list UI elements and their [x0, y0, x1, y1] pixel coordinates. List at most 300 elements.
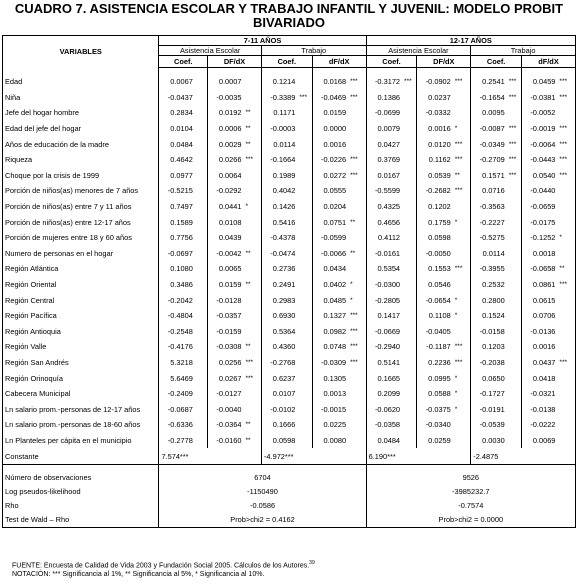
significance-mark: ***: [348, 168, 366, 184]
significance-mark: **: [243, 417, 261, 433]
cell-value: 0.5354: [377, 264, 401, 274]
cell-value: -0.3563: [479, 202, 505, 212]
row-label: Jefe del hogar hombre: [3, 105, 159, 121]
significance-mark: [453, 246, 471, 262]
cell-value: 0.0267: [218, 373, 242, 383]
cell-value: -0.0019: [530, 124, 556, 134]
cell-value: -0.3172: [374, 77, 401, 87]
table-row: [3, 214, 576, 230]
cell-value: 0.0080: [323, 435, 347, 445]
significance-mark: *: [557, 230, 575, 246]
dfdx-header: dF/dX: [312, 56, 366, 68]
significance-mark: [402, 308, 417, 324]
coef-header: Coef.: [261, 56, 312, 68]
cell-value: 0.0237: [428, 92, 451, 102]
significance-mark: [402, 214, 417, 230]
cell-value: -0.2768: [270, 357, 296, 367]
significance-mark: [297, 105, 312, 121]
table-row: [3, 339, 576, 355]
significance-mark: [297, 355, 312, 371]
cell-value: 0.0266: [218, 155, 242, 165]
cell-value: 0.0000: [323, 124, 347, 134]
significance-mark: [507, 417, 522, 433]
significance-mark: [402, 277, 417, 293]
cell-value: -0.0654: [425, 295, 451, 305]
cell-value: 0.0013: [323, 389, 347, 399]
table-row: [3, 121, 576, 137]
significance-mark: ***: [348, 74, 366, 90]
stat-value-12-17: -3985232.7: [366, 485, 575, 499]
group-12-17-header: 12-17 AÑOS: [366, 36, 575, 46]
cell-value: -0.5215: [167, 186, 193, 196]
cell-value: -0.0040: [216, 404, 242, 414]
significance-mark: [195, 230, 208, 246]
cell-value: 0.0069: [532, 435, 556, 445]
cell-value: -0.4378: [270, 233, 296, 243]
significance-mark: [195, 277, 208, 293]
cell-value: 0.7497: [170, 202, 193, 212]
significance-mark: *: [348, 277, 366, 293]
row-label: Edad del jefe del hogar: [3, 121, 159, 137]
stat-value-7-11: 6704: [159, 471, 366, 485]
cell-value: 0.1305: [323, 373, 347, 383]
table-row: [3, 308, 576, 324]
constant-row: [3, 448, 576, 464]
significance-mark: [557, 292, 575, 308]
footer-notes: [12, 559, 315, 579]
cell-value: -0.6336: [167, 420, 193, 430]
table-title: [0, 2, 578, 30]
significance-mark: [507, 370, 522, 386]
significance-mark: [243, 183, 261, 199]
cell-value: -0.0539: [479, 420, 505, 430]
row-label: Ln salario prom.-personas de 12-17 años: [3, 401, 159, 417]
significance-mark: [348, 199, 366, 215]
significance-mark: [402, 121, 417, 137]
cell-value: -0.0087: [479, 124, 505, 134]
cell-value: 0.2236: [428, 357, 451, 367]
cell-value: -0.0159: [216, 326, 242, 336]
cell-value: 0.5141: [377, 357, 401, 367]
cell-value: -0.2682: [425, 186, 451, 196]
cell-value: 0.1327: [323, 311, 347, 321]
cell-value: 0.0016: [323, 139, 347, 149]
cell-value: -0.0474: [270, 248, 296, 258]
cell-value: 0.0598: [272, 435, 296, 445]
cell-value: 0.0437: [532, 357, 556, 367]
row-label: Edad: [3, 74, 159, 90]
significance-mark: **: [348, 246, 366, 262]
significance-mark: [348, 261, 366, 277]
table-row: [3, 246, 576, 262]
significance-mark: [297, 246, 312, 262]
significance-mark: [453, 324, 471, 340]
dfdx-header: dF/dX: [521, 56, 575, 68]
cell-value: 0.0751: [323, 217, 347, 227]
cell-value: 0.0439: [218, 233, 242, 243]
significance-mark: *: [453, 370, 471, 386]
significance-mark: [402, 292, 417, 308]
significance-mark: ***: [348, 355, 366, 371]
cell-value: 0.0029: [218, 139, 242, 149]
cell-value: -0.0158: [479, 326, 505, 336]
cell-value: 0.1589: [170, 217, 193, 227]
significance-mark: *: [453, 308, 471, 324]
cell-value: -0.1187: [426, 342, 451, 352]
cell-value: -0.5275: [479, 233, 505, 243]
cell-value: 0.0588: [428, 389, 451, 399]
significance-mark: [507, 105, 522, 121]
cell-value: -0.2227: [479, 217, 505, 227]
significance-mark: [507, 292, 522, 308]
row-label: Número de observaciones: [3, 471, 159, 485]
cell-value: -0.1664: [270, 155, 296, 165]
cell-value: 0.1214: [272, 77, 296, 87]
row-label: Años de educación de la madre: [3, 136, 159, 152]
significance-mark: [402, 401, 417, 417]
significance-mark: [348, 230, 366, 246]
cell-value: 0.1162: [428, 155, 451, 165]
significance-mark: **: [557, 261, 575, 277]
cell-value: 0.2532: [482, 280, 505, 290]
table-row: [3, 136, 576, 152]
significance-mark: [453, 230, 471, 246]
significance-mark: ***: [243, 152, 261, 168]
coef-header: Coef.: [366, 56, 417, 68]
cell-value: -0.0357: [216, 311, 242, 321]
cell-value: 0.0006: [218, 124, 242, 134]
significance-mark: [453, 433, 471, 449]
cell-value: -0.0381: [530, 92, 556, 102]
cell-value: 0.0259: [428, 435, 451, 445]
cell-value: 0.0540: [532, 170, 556, 180]
cell-value: 0.4360: [272, 342, 296, 352]
significance-mark: [195, 152, 208, 168]
significance-mark: ***: [348, 324, 366, 340]
results-table: [2, 35, 576, 528]
significance-mark: [243, 74, 261, 90]
significance-mark: [557, 324, 575, 340]
cell-value: 0.0204: [323, 202, 347, 212]
cell-value: -0.0191: [479, 404, 505, 414]
cell-value: 0.0104: [170, 124, 193, 134]
significance-mark: [195, 74, 208, 90]
cell-value: -0.2940: [374, 342, 401, 352]
cell-value: 0.0167: [377, 170, 401, 180]
cell-value: 0.0427: [377, 139, 401, 149]
cell-value: 0.1417: [377, 311, 401, 321]
group-7-11-header: 7-11 AÑOS: [159, 36, 366, 46]
significance-mark: [243, 292, 261, 308]
row-label: Ln Planteles per cápita en el municipio: [3, 433, 159, 449]
cell-value: 0.5364: [272, 326, 296, 336]
cell-value: 0.0159: [218, 280, 242, 290]
significance-mark: [195, 370, 208, 386]
cell-value: -0.0659: [530, 202, 556, 212]
significance-mark: [348, 401, 366, 417]
significance-mark: [297, 261, 312, 277]
cell-value: 0.1553: [428, 264, 451, 274]
cell-value: 0.0977: [170, 170, 193, 180]
significance-mark: [557, 370, 575, 386]
stat-value-12-17: 9526: [366, 471, 575, 485]
row-label: Log pseudos-likelihood: [3, 485, 159, 499]
significance-mark: ***: [507, 121, 522, 137]
cell-value: -0.0669: [374, 326, 401, 336]
cell-value: -0.0128: [216, 295, 242, 305]
significance-mark: [453, 417, 471, 433]
significance-mark: ***: [453, 74, 471, 90]
significance-mark: **: [243, 105, 261, 121]
cell-value: -0.0321: [530, 389, 556, 399]
cell-value: -0.2709: [479, 155, 505, 165]
cell-value: 0.0598: [428, 233, 451, 243]
cell-value: 0.0484: [377, 435, 401, 445]
row-label: Porción de niños(as) entre 12-17 años: [3, 214, 159, 230]
stat-value-7-11: Prob>chi2 = 0.4162: [159, 513, 366, 528]
table-row: [3, 417, 576, 433]
significance-mark: [243, 261, 261, 277]
trabajo-header-1: Trabajo: [261, 46, 366, 56]
cell-value: -0.0620: [374, 404, 401, 414]
significance-mark: [297, 199, 312, 215]
cell-value: 0.1759: [428, 217, 451, 227]
cell-value: 0.0108: [218, 217, 242, 227]
significance-mark: [507, 401, 522, 417]
table-row: [3, 168, 576, 184]
significance-mark: [297, 121, 312, 137]
significance-mark: [507, 339, 522, 355]
cell-value: -0.1727: [479, 389, 505, 399]
cell-value: 0.0459: [532, 77, 556, 87]
cell-value: -0.0599: [321, 233, 347, 243]
cell-value: -0.0292: [216, 186, 242, 196]
cell-value: 0.1203: [482, 342, 505, 352]
cell-value: 0.0159: [323, 108, 347, 118]
significance-mark: [402, 199, 417, 215]
row-label: Cabecera Municipal: [3, 386, 159, 402]
table-row: [3, 90, 576, 106]
significance-mark: [195, 261, 208, 277]
cell-value: 0.0706: [532, 311, 556, 321]
cell-value: 0.3769: [377, 155, 401, 165]
significance-mark: [348, 370, 366, 386]
row-label: Región Antioquia: [3, 324, 159, 340]
significance-mark: ***: [453, 136, 471, 152]
title-line-1: CUADRO 7. ASISTENCIA ESCOLAR Y TRABAJO INFANTIL Y JUVENIL: MODELO PROBIT: [14, 1, 564, 16]
significance-mark: ***: [402, 74, 417, 90]
cell-value: 0.4325: [377, 202, 401, 212]
significance-mark: [402, 370, 417, 386]
cell-value: -0.0175: [530, 217, 556, 227]
cell-value: 0.0716: [482, 186, 505, 196]
significance-mark: **: [243, 136, 261, 152]
cell-value: 0.0016: [428, 124, 451, 134]
significance-mark: [348, 433, 366, 449]
significance-mark: [297, 401, 312, 417]
cell-value: 0.0650: [482, 373, 505, 383]
significance-mark: [195, 355, 208, 371]
constant-value: 7.574***: [159, 448, 208, 464]
table-row: [3, 292, 576, 308]
row-label: Choque por la crisis de 1999: [3, 168, 159, 184]
significance-mark: ***: [507, 136, 522, 152]
significance-mark: [243, 386, 261, 402]
row-label: Porción de niños(as) menores de 7 años: [3, 183, 159, 199]
significance-mark: [297, 168, 312, 184]
row-label: Riqueza: [3, 152, 159, 168]
cell-value: -0.3389: [270, 92, 296, 102]
significance-mark: **: [243, 433, 261, 449]
significance-mark: [402, 355, 417, 371]
significance-mark: [348, 417, 366, 433]
significance-mark: [507, 433, 522, 449]
significance-mark: [195, 433, 208, 449]
cell-value: -0.0358: [374, 420, 401, 430]
cell-value: -0.2548: [167, 326, 193, 336]
significance-mark: [297, 136, 312, 152]
cell-value: -0.0222: [530, 420, 556, 430]
cell-value: 0.1571: [482, 170, 505, 180]
significance-mark: [507, 355, 522, 371]
significance-mark: [297, 230, 312, 246]
significance-mark: [402, 261, 417, 277]
cell-value: -0.0064: [530, 139, 556, 149]
table-row: [3, 105, 576, 121]
cell-value: 0.0485: [323, 295, 347, 305]
significance-mark: **: [348, 214, 366, 230]
significance-mark: [402, 183, 417, 199]
cell-value: -0.0340: [425, 420, 451, 430]
significance-mark: [195, 136, 208, 152]
significance-mark: [297, 308, 312, 324]
coef-header: Coef.: [471, 56, 522, 68]
cell-value: -0.2038: [479, 357, 505, 367]
significance-mark: [402, 324, 417, 340]
significance-mark: ***: [453, 261, 471, 277]
row-label: Rho: [3, 499, 159, 513]
significance-mark: [557, 246, 575, 262]
significance-mark: [402, 433, 417, 449]
row-label: Ln salario prom.-personas de 18-60 años: [3, 417, 159, 433]
constant-value: -4.972***: [261, 448, 312, 464]
table-row: [3, 386, 576, 402]
significance-mark: [402, 105, 417, 121]
significance-mark: [507, 386, 522, 402]
significance-mark: *: [453, 386, 471, 402]
cell-value: 0.1989: [272, 170, 296, 180]
stats-row: [3, 499, 576, 513]
trabajo-header-2: Trabajo: [471, 46, 576, 56]
source-note: FUENTE: Encuesta de Calidad de Vida 2003 y Fundación Social 2005. Cálculos de los Autores.$^{39}$: [12, 560, 315, 570]
significance-mark: [243, 401, 261, 417]
significance-mark: [557, 199, 575, 215]
significance-mark: [507, 308, 522, 324]
row-label: Numero de personas en el hogar: [3, 246, 159, 262]
table-row: [3, 230, 576, 246]
significance-mark: [557, 339, 575, 355]
cell-value: -0.4176: [167, 342, 193, 352]
row-label: Región Atlántica: [3, 261, 159, 277]
significance-mark: [453, 277, 471, 293]
significance-mark: [195, 105, 208, 121]
stats-row: [3, 485, 576, 499]
cell-value: 0.0030: [482, 435, 505, 445]
cell-value: 0.0107: [272, 389, 296, 399]
significance-mark: [507, 230, 522, 246]
cell-value: 0.0114: [273, 139, 296, 149]
cell-value: -0.0136: [530, 326, 556, 336]
cell-value: -0.0161: [374, 248, 401, 258]
significance-mark: ***: [557, 74, 575, 90]
table-row: [3, 277, 576, 293]
cell-value: -0.1654: [479, 92, 505, 102]
cell-value: 0.2736: [272, 264, 296, 274]
cell-value: -0.0405: [425, 326, 451, 336]
cell-value: 0.5416: [272, 217, 296, 227]
significance-mark: [507, 199, 522, 215]
significance-mark: [402, 339, 417, 355]
cell-value: 0.0120: [428, 139, 451, 149]
cell-value: 0.4042: [272, 186, 296, 196]
row-label: Región Valle: [3, 339, 159, 355]
cell-value: 0.0065: [218, 264, 242, 274]
significance-mark: [557, 401, 575, 417]
significance-mark: ***: [557, 355, 575, 371]
significance-mark: [402, 136, 417, 152]
row-label: Región Oriental: [3, 277, 159, 293]
significance-mark: **: [243, 121, 261, 137]
significance-mark: [453, 90, 471, 106]
cell-value: 0.0982: [323, 326, 347, 336]
table-row: [3, 74, 576, 90]
cell-value: 0.0114: [482, 248, 505, 258]
significance-mark: [348, 136, 366, 152]
cell-value: 5.3218: [170, 357, 193, 367]
cell-value: 0.1386: [377, 92, 401, 102]
cell-value: 0.1666: [272, 420, 296, 430]
significance-mark: [243, 168, 261, 184]
cell-value: 0.0995: [428, 373, 451, 383]
row-label: Región Orinoquía: [3, 370, 159, 386]
cell-value: 0.1080: [170, 264, 193, 274]
table-row: [3, 152, 576, 168]
significance-mark: [297, 183, 312, 199]
cell-value: 0.0539: [428, 170, 451, 180]
significance-mark: [297, 417, 312, 433]
significance-mark: ***: [507, 90, 522, 106]
cell-value: 0.0272: [323, 170, 347, 180]
significance-mark: ***: [348, 308, 366, 324]
significance-mark: [195, 308, 208, 324]
cell-value: 0.1426: [272, 202, 296, 212]
cell-value: -0.0226: [321, 155, 347, 165]
significance-mark: ***: [453, 339, 471, 355]
cell-value: 0.0095: [482, 108, 505, 118]
significance-mark: ***: [507, 168, 522, 184]
cell-value: -0.0440: [530, 186, 556, 196]
cell-value: 0.4112: [377, 233, 401, 243]
significance-mark: **: [243, 246, 261, 262]
cell-value: 0.2983: [272, 295, 296, 305]
significance-mark: [195, 168, 208, 184]
significance-mark: ***: [297, 90, 312, 106]
cell-value: 0.3486: [170, 280, 193, 290]
cell-value: 0.1665: [377, 373, 401, 383]
significance-mark: [507, 324, 522, 340]
significance-mark: [195, 121, 208, 137]
cell-value: -0.0015: [321, 404, 347, 414]
